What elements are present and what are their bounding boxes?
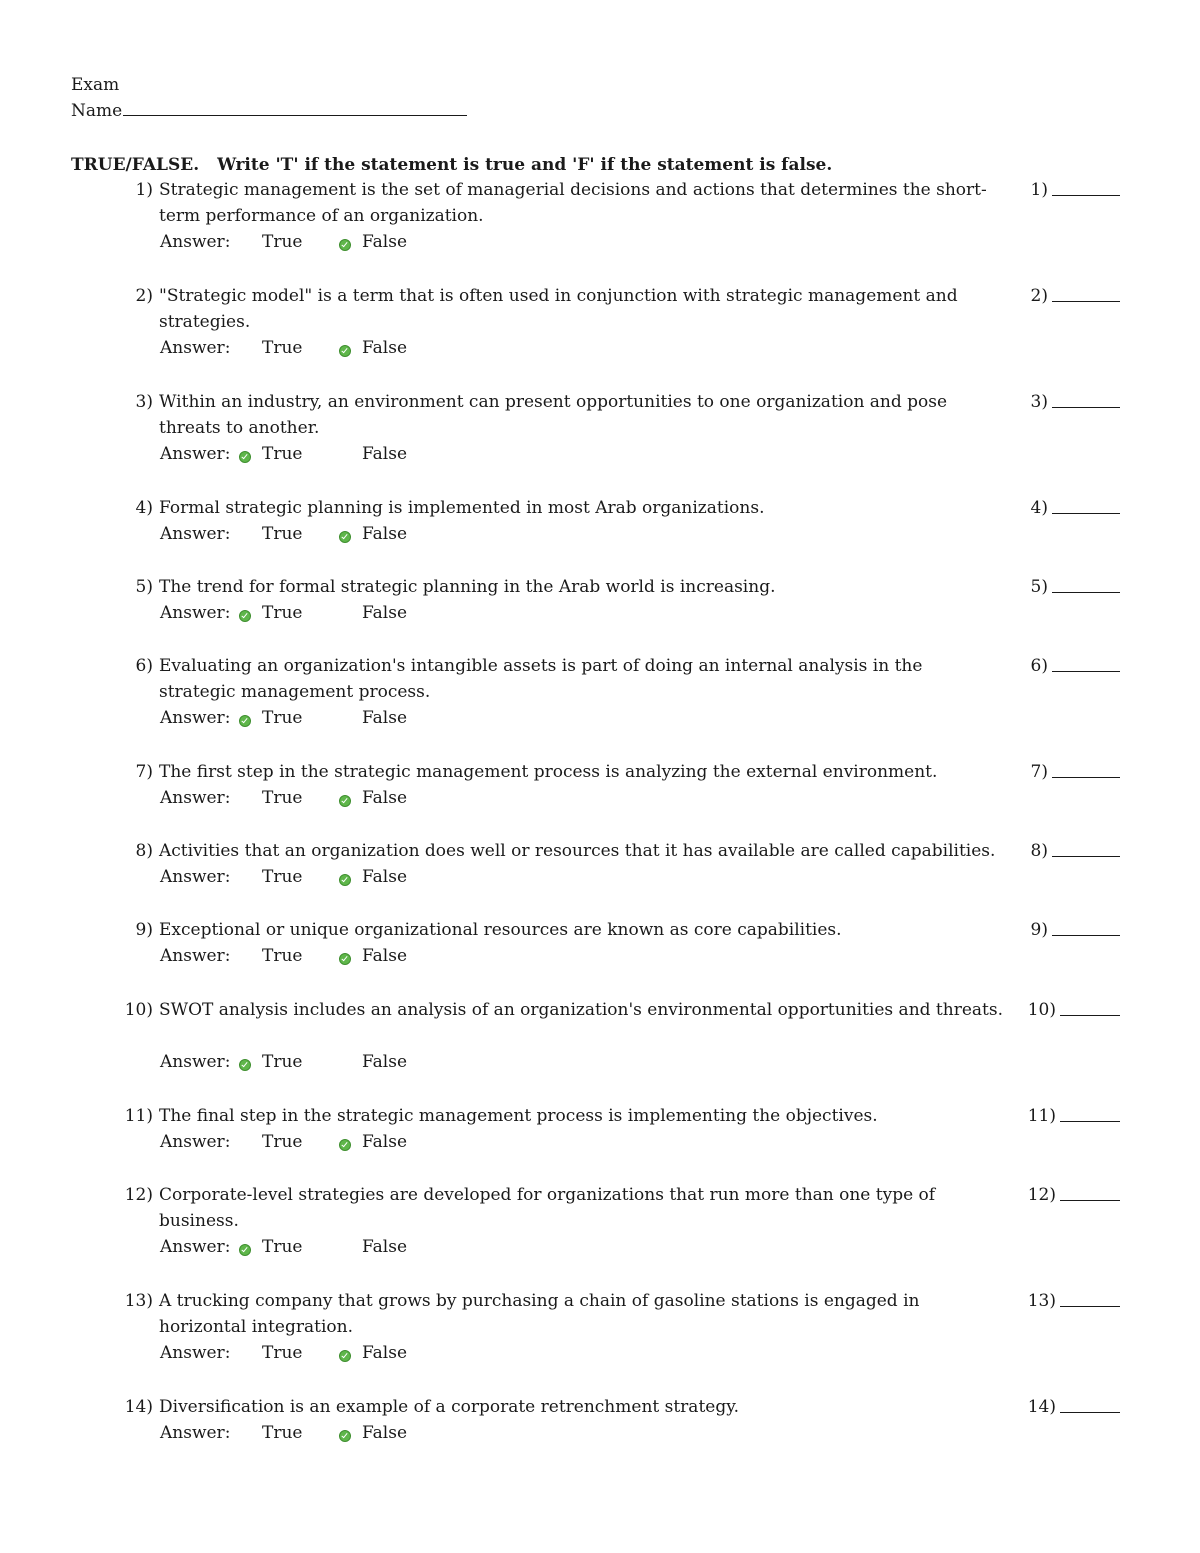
blank-number: 3) <box>1030 392 1048 412</box>
option-true[interactable]: True <box>262 603 303 623</box>
question-text: Activities that an organization does well or resources that it has available are called capabilities. <box>159 841 996 861</box>
option-false[interactable]: False <box>362 603 407 623</box>
answer-blank <box>1008 284 1120 310</box>
name-row <box>71 100 467 122</box>
answer-blank-line[interactable] <box>1052 856 1120 857</box>
answer-blank-line[interactable] <box>1060 1121 1120 1122</box>
question-number: 3) <box>135 392 153 412</box>
answer-row <box>160 1130 480 1156</box>
question-number: 5) <box>135 577 153 597</box>
answer-row <box>160 230 480 256</box>
question-number: 6) <box>135 656 153 676</box>
question-text: Exceptional or unique organizational resources are known as core capabilities. <box>159 920 842 940</box>
check-icon <box>339 874 351 886</box>
answer-blank-line[interactable] <box>1052 195 1120 196</box>
blank-number: 9) <box>1030 920 1048 940</box>
option-false[interactable]: False <box>362 707 407 728</box>
blank-number: 14) <box>1027 1397 1056 1417</box>
option-false[interactable]: False <box>362 231 407 252</box>
option-false[interactable]: False <box>362 946 407 966</box>
question-number: 9) <box>135 920 153 940</box>
answer-label: Answer: <box>160 1132 231 1152</box>
option-true[interactable]: True <box>262 337 303 358</box>
blank-number: 8) <box>1030 841 1048 861</box>
answer-row <box>160 336 480 362</box>
option-false[interactable]: False <box>362 867 407 887</box>
option-true[interactable]: True <box>262 231 303 252</box>
check-icon <box>339 953 351 965</box>
answer-blank-line[interactable] <box>1060 1412 1120 1413</box>
answer-label: Answer: <box>160 788 231 808</box>
question-text: SWOT analysis includes an analysis of an organization's environmental opportunities and threats. <box>159 1000 1003 1020</box>
answer-label: Answer: <box>160 1423 231 1443</box>
option-true[interactable]: True <box>262 1051 303 1072</box>
answer-blank <box>1008 178 1120 204</box>
blank-number: 10) <box>1027 1000 1056 1020</box>
check-icon <box>339 239 351 251</box>
blank-number: 4) <box>1030 498 1048 518</box>
answer-row <box>160 786 480 812</box>
question-text: A trucking company that grows by purchasing a chain of gasoline stations is engaged in horizontal integration. <box>159 1291 920 1337</box>
option-false[interactable]: False <box>362 524 407 544</box>
blank-number: 13) <box>1027 1291 1056 1311</box>
check-icon <box>239 451 251 463</box>
check-icon <box>339 345 351 357</box>
option-true[interactable]: True <box>262 788 303 808</box>
question-text: Diversification is an example of a corporate retrenchment strategy. <box>159 1397 739 1417</box>
answer-blank-line[interactable] <box>1060 1200 1120 1201</box>
blank-number: 7) <box>1030 762 1048 782</box>
option-true[interactable]: True <box>262 1423 303 1443</box>
question-text: Formal strategic planning is implemented in most Arab organizations. <box>159 498 765 518</box>
option-true[interactable]: True <box>262 867 303 887</box>
question-number: 11) <box>124 1106 153 1126</box>
answer-blank <box>1008 839 1120 865</box>
name-label: Name <box>71 101 123 121</box>
answer-row <box>160 1341 480 1367</box>
blank-number: 1) <box>1030 180 1048 200</box>
option-false[interactable]: False <box>362 788 407 808</box>
option-false[interactable]: False <box>362 337 407 358</box>
question-text: Corporate-level strategies are developed for organizations that run more than one type of business. <box>159 1185 936 1231</box>
answer-blank <box>1008 760 1120 786</box>
question-text: Within an industry, an environment can present opportunities to one organization and pose threats to another. <box>159 392 948 438</box>
check-icon <box>239 610 251 622</box>
answer-label: Answer: <box>160 1342 231 1363</box>
answer-label: Answer: <box>160 1236 231 1257</box>
option-true[interactable]: True <box>262 1342 303 1363</box>
answer-label: Answer: <box>160 603 231 623</box>
option-true[interactable]: True <box>262 946 303 966</box>
check-icon <box>339 1139 351 1151</box>
blank-number: 6) <box>1030 656 1048 676</box>
answer-blank <box>1008 496 1120 522</box>
option-true[interactable]: True <box>262 1236 303 1257</box>
answer-blank <box>1008 1104 1120 1130</box>
question-text: The first step in the strategic management process is analyzing the external environment. <box>159 762 938 782</box>
answer-row <box>160 1421 480 1447</box>
answer-label: Answer: <box>160 946 231 966</box>
answer-blank <box>1008 390 1120 416</box>
option-true[interactable]: True <box>262 1132 303 1152</box>
question-number: 14) <box>124 1397 153 1417</box>
check-icon <box>339 795 351 807</box>
option-true[interactable]: True <box>262 443 303 464</box>
answer-blank <box>1008 575 1120 601</box>
answer-blank-line[interactable] <box>1052 407 1120 408</box>
option-false[interactable]: False <box>362 1051 407 1072</box>
question-number: 8) <box>135 841 153 861</box>
question-number: 10) <box>124 1000 153 1020</box>
answer-label: Answer: <box>160 524 231 544</box>
check-icon <box>339 1430 351 1442</box>
question-text: The final step in the strategic management process is implementing the objectives. <box>159 1106 878 1126</box>
answer-blank <box>1008 1395 1120 1421</box>
answer-blank-line[interactable] <box>1060 1306 1120 1307</box>
check-icon <box>239 1059 251 1071</box>
answer-blank <box>1008 654 1120 680</box>
answer-label: Answer: <box>160 867 231 887</box>
blank-number: 12) <box>1027 1185 1056 1205</box>
answer-blank-line[interactable] <box>1052 671 1120 672</box>
answer-blank-line[interactable] <box>1052 935 1120 936</box>
name-field[interactable] <box>123 101 467 116</box>
check-icon <box>339 531 351 543</box>
answer-blank-line[interactable] <box>1052 513 1120 514</box>
answer-blank <box>1008 998 1120 1024</box>
question-text: Strategic management is the set of managerial decisions and actions that determines the short-term performance of an organization. <box>159 180 987 226</box>
option-true[interactable]: True <box>262 707 303 728</box>
answer-row <box>160 1235 480 1261</box>
check-icon <box>239 1244 251 1256</box>
blank-number: 2) <box>1030 286 1048 306</box>
option-false[interactable]: False <box>362 1236 407 1257</box>
answer-blank-line[interactable] <box>1060 1015 1120 1016</box>
answer-row <box>160 706 480 732</box>
question-number: 12) <box>124 1185 153 1205</box>
answer-row <box>160 1050 480 1076</box>
answer-row <box>160 601 480 627</box>
answer-blank <box>1008 918 1120 944</box>
exam-label: Exam <box>71 75 120 95</box>
section-title: TRUE/FALSE. <box>71 155 200 175</box>
option-false[interactable]: False <box>362 1342 407 1363</box>
answer-blank-line[interactable] <box>1052 592 1120 593</box>
check-icon <box>239 715 251 727</box>
answer-label: Answer: <box>160 443 231 464</box>
option-false[interactable]: False <box>362 1423 407 1443</box>
check-icon <box>339 1350 351 1362</box>
option-false[interactable]: False <box>362 443 407 464</box>
section-instructions: Write 'T' if the statement is true and 'F' if the statement is false. <box>217 155 833 175</box>
question-number: 7) <box>135 762 153 782</box>
question-number: 4) <box>135 498 153 518</box>
answer-row <box>160 865 480 891</box>
answer-blank-line[interactable] <box>1052 777 1120 778</box>
answer-blank <box>1008 1289 1120 1315</box>
answer-row <box>160 442 480 468</box>
option-true[interactable]: True <box>262 524 303 544</box>
answer-blank-line[interactable] <box>1052 301 1120 302</box>
question-number: 13) <box>124 1291 153 1311</box>
answer-row <box>160 944 480 970</box>
blank-number: 11) <box>1027 1106 1056 1126</box>
question-text: The trend for formal strategic planning in the Arab world is increasing. <box>159 577 776 597</box>
answer-label: Answer: <box>160 707 231 728</box>
question-text: Evaluating an organization's intangible assets is part of doing an internal analysis in the strategic management process. <box>159 656 923 702</box>
question-text: "Strategic model" is a term that is often used in conjunction with strategic management and strategies. <box>159 286 958 332</box>
answer-row <box>160 522 480 548</box>
answer-label: Answer: <box>160 337 231 358</box>
blank-number: 5) <box>1030 577 1048 597</box>
section-heading <box>71 153 832 177</box>
question-number: 2) <box>135 286 153 306</box>
answer-blank <box>1008 1183 1120 1209</box>
answer-label: Answer: <box>160 1051 231 1072</box>
option-false[interactable]: False <box>362 1132 407 1152</box>
question-number: 1) <box>135 180 153 200</box>
answer-label: Answer: <box>160 231 231 252</box>
